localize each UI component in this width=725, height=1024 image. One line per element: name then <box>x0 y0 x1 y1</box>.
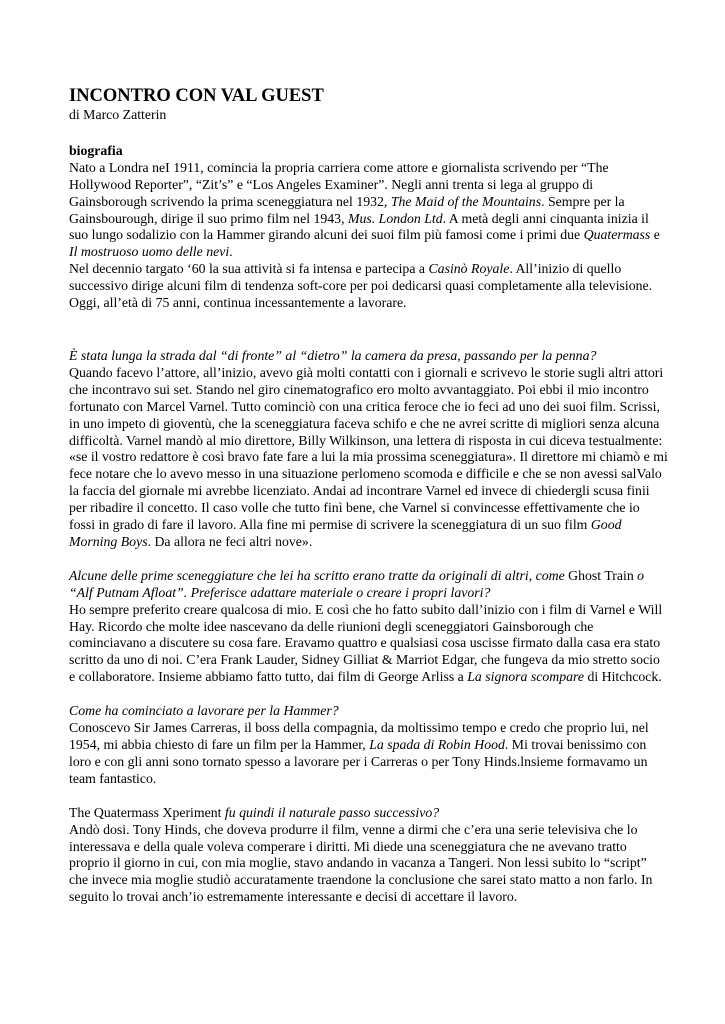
article-title: INCONTRO CON VAL GUEST <box>69 86 324 106</box>
interview-question <box>69 568 669 602</box>
interview-answer <box>69 365 669 551</box>
text-run: Ho sempre preferito creare qualcosa di mio. E così che ho fatto subito dall’inizio con i film di Varnel e Will Hay. Ricordo che molte idee nascevano da delle riunioni degli sceneggiatori Gainsborough che cominciavano a discutere su cosa fare. Eravamo quattro e qualsiasi cosa uscisse firmato dalla casa era stato scritto da uno di noi. C’era Frank Lauder, Sidney Gilliat & Marriot Edgar, che fungeva da mio stretto socio e collaboratore. Insieme abbiamo fatto tutto, dai film di George Arliss a <box>69 601 663 685</box>
italic-text-run: Alcune delle prime sceneggiature che lei ha scritto erano tratte da originali di altri, come <box>69 567 569 583</box>
text-run: . Mi trovai benissimo con loro e con gli anni sono tornato spesso a lavorare per i Carreras o per Tony Hinds.lnsieme formavamo un team fantastico. <box>69 737 648 786</box>
interview-answer <box>69 720 669 788</box>
text-run: Andò dosi. Tony Hinds, che doveva produrre il film, venne a dirmi che c’era una serie televisiva che lo interessava e della quale voleva comperare i diritti. Mi diede una sceneggiatura che ne avevano tratto proprio il giorno in cui, con mia moglie, stavo andando in vacanza a Tangeri. Non lessi subito lo “script” che invece mia moglie studiò accuratamente traendone la conclusione che sarei stato matto a non farlo. In seguito lo trovai anch’io estremamente interessante e decisi di accettare il lavoro. <box>69 821 653 905</box>
bio-heading: biografia <box>69 142 123 158</box>
italic-text-run: o “Alf Putnam Afloat”. Preferisce adattare materiale o creare i propri lavori? <box>69 567 645 600</box>
text-run: . Da allora ne feci altri nove». <box>147 533 313 549</box>
text-run: . Sempre per la Gainsbourough, dirige il suo primo film nel 1943, <box>69 193 625 226</box>
interview-block <box>69 568 669 686</box>
article-byline: di Marco Zatterin <box>69 107 167 122</box>
text-run: e <box>650 227 660 243</box>
interview-question <box>69 703 669 720</box>
interview-block <box>69 703 669 788</box>
italic-text-run: The Maid of the Mountains <box>390 193 542 209</box>
italic-text-run: Casinò Royale <box>428 261 510 277</box>
text-run: . A metà degli anni cinquanta inizia il suo lungo sodalizio con la Hammer girando alcuni dei suoi film più famosi come i primi due <box>69 210 649 243</box>
text-run: di Hitchcock. <box>584 669 662 685</box>
text-run: Quando facevo l’attore, all’inizio, avevo già molti contatti con i giornali e scrivevo le storie sugli altri attori che incontravo sui set. Stando nel giro cinematografico ero molto avvantaggiato. Poi ebbi il mio incontro fortunato con Marcel Varnel. Tutto cominciò con una critica feroce che io feci ad uno dei suoi film. Scrissi, in uno impeto di gioventù, che la sceneggiatura faceva schifo e che ne avrei scritte di migliori senza alcuna difficoltà. Varnel mandò al mio direttore, Billy Wilkinson, una lettera di risposta in cui diceva testualmente: «se il vostro redattore è così bravo fate fare a lui la mia prossima sceneggiatura». Il direttore mi chiamò e mi fece notare che lo avevo messo in una situazione perlomeno scomoda e difficile e che se non avessi salValo la faccia del giornale mi avrebbe licenziato. Andai ad incontrare Varnel ed invece di chiedergli scusa finii per ribadire il concetto. Il caso volle che tutto finì bene, che Varnel si convincesse effettivamente che io fossi in grado di fare il lavoro. Alla fine mi permise di scrivere la sceneggiatura di un suo film <box>69 364 668 533</box>
article-body <box>69 85 669 906</box>
italic-text-run: Come ha cominciato a lavorare per la Hammer? <box>69 703 339 719</box>
interview-block <box>69 348 669 551</box>
italic-text-run: Mus. London Ltd <box>347 210 443 226</box>
bio-paragraph-2 <box>69 261 669 312</box>
text-run: The Quatermass Xperiment <box>69 804 222 820</box>
italic-text-run: Quatermass <box>583 227 651 243</box>
bio-paragraph-1 <box>69 160 669 261</box>
italic-text-run: fu quindi il naturale passo successivo? <box>221 804 440 820</box>
interview-answer <box>69 822 669 907</box>
text-run: . <box>229 244 233 260</box>
text-run: Conoscevo Sir James Carreras, il boss della compagnia, da moltissimo tempo e credo che proprio lui, nel 1954, mi abbia chiesto di fare un film per la Hammer, <box>69 720 649 752</box>
italic-text-run: Good Morning Boys <box>69 517 622 549</box>
text-run: . All’inizio di quello successivo dirige alcuni film di tendenza soft-core per poi dedicarsi quasi completamente alla televisione. Oggi, all’età di 75 anni, continua incessantemente a lavorare. <box>69 261 653 311</box>
interview-block <box>69 805 669 906</box>
italic-text-run: La signora scompare <box>467 669 584 685</box>
interview-answer <box>69 602 669 687</box>
text-run: Nel decennio targato ‘60 la sua attività si fa intensa e partecipa a <box>69 261 429 277</box>
text-run: Ghost Train <box>568 567 634 583</box>
text-run: Nato a Londra neI 1911, comincia la propria carriera come attore e giornalista scrivendo per “The Hollywood Reporter”, “Zit’s” e “Los Angeles Examiner”. Negli anni trenta si lega al gruppo di Gainsborough scrivendo la prima sceneggiatura nel 1932, <box>69 159 609 209</box>
italic-text-run: È stata lunga la strada dal “di fronte” al “dietro” la camera da presa, passando per la penna? <box>69 347 597 363</box>
italic-text-run: La spada di Robin Hood <box>369 737 505 752</box>
italic-text-run: Il mostruoso uomo delle nevi <box>69 244 230 260</box>
interview-question <box>69 348 669 365</box>
interview-question <box>69 805 669 822</box>
